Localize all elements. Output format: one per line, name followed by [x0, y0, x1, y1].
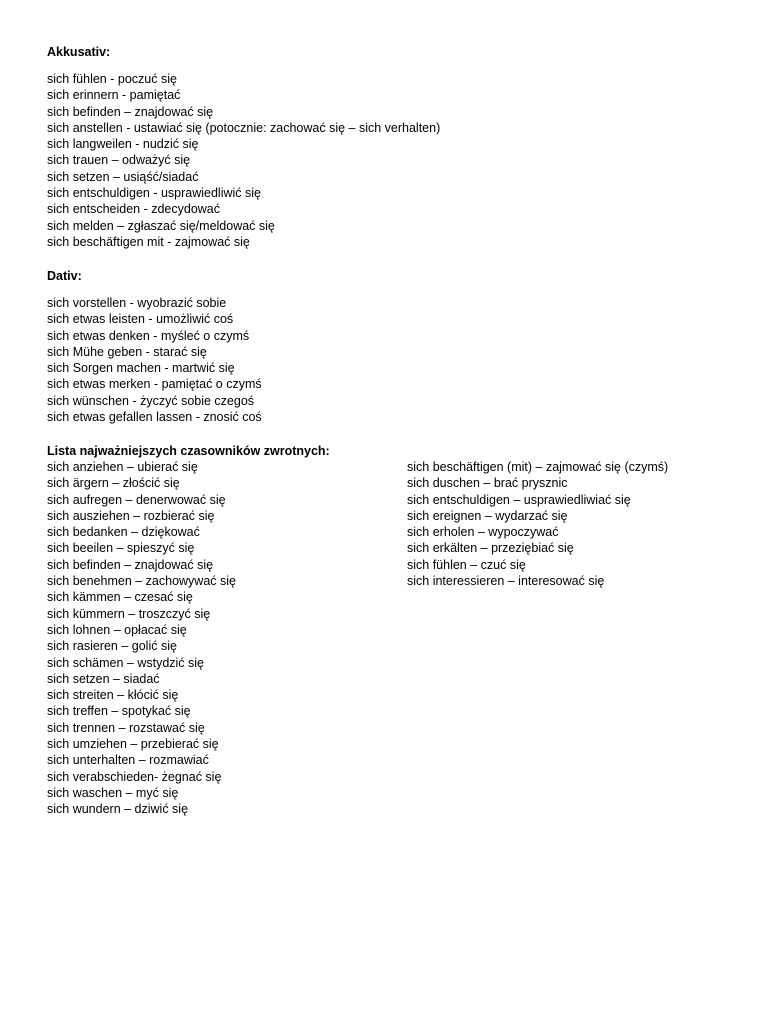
akkusativ-item: sich beschäftigen mit - zajmować się	[47, 234, 250, 249]
lista-left-item: sich anziehen – ubierać się	[47, 460, 198, 474]
lista-left-item: sich kämmen – czesać się	[47, 590, 193, 605]
lista-left-item: sich schämen – wstydzić się	[47, 655, 205, 670]
lista-right-item: sich fühlen – czuć się	[407, 557, 526, 572]
lista-right-item: sich erholen – wypoczywać	[407, 525, 559, 540]
lista-right-item: sich entschuldigen – usprawiedliwiać się	[407, 492, 631, 507]
dativ-item: sich etwas leisten - umożliwić coś	[47, 312, 234, 327]
lista-left-item: sich waschen – myć się	[47, 785, 179, 800]
lista-right-item: sich duschen – brać prysznic	[407, 476, 568, 491]
dativ-item: sich Mühe geben - starać się	[47, 344, 207, 359]
dativ-heading: Dativ:	[47, 269, 82, 283]
dativ-item: sich wünschen - życzyć sobie czegoś	[47, 393, 255, 408]
akkusativ-item: sich entscheiden - zdecydować	[47, 202, 221, 217]
akkusativ-item: sich langweilen - nudzić się	[47, 137, 199, 152]
lista-right-item: sich beschäftigen (mit) – zajmować się (czymś)	[407, 460, 669, 474]
akkusativ-item: sich anstellen - ustawiać się (potocznie: zachować się – sich verhalten)	[47, 120, 441, 135]
dativ-item: sich etwas gefallen lassen - znosić coś	[47, 410, 262, 425]
lista-left-item: sich bedanken – dziękować	[47, 525, 200, 540]
lista-right-column	[407, 459, 747, 589]
lista-left-column	[47, 459, 387, 818]
akkusativ-item: sich befinden – znajdować się	[47, 104, 214, 119]
lista-left-item: sich streiten – kłócić się	[47, 688, 179, 703]
lista-heading: Lista najważniejszych czasowników zwrotnych:	[47, 444, 330, 458]
dativ-list	[47, 295, 727, 425]
lista-left-item: sich aufregen – denerwować się	[47, 492, 226, 507]
lista-left-item: sich benehmen – zachowywać się	[47, 574, 236, 589]
lista-left-item: sich verabschieden- żegnać się	[47, 769, 222, 784]
lista-left-item: sich ärgern – złościć się	[47, 476, 180, 491]
dativ-item: sich vorstellen - wyobrazić sobie	[47, 296, 227, 310]
lista-left-item: sich trennen – rozstawać się	[47, 720, 205, 735]
lista-left-item: sich rasieren – golić się	[47, 639, 177, 654]
lista-left-item: sich treffen – spotykać się	[47, 704, 191, 719]
akkusativ-list	[47, 71, 727, 250]
akkusativ-item: sich melden – zgłaszać się/meldować się	[47, 218, 275, 233]
dativ-item: sich etwas merken - pamiętać o czymś	[47, 377, 262, 392]
lista-left-item: sich umziehen – przebierać się	[47, 737, 219, 752]
lista-left-item: sich kümmern – troszczyć się	[47, 606, 211, 621]
lista-right-item: sich erkälten – przeziębiać się	[407, 541, 574, 556]
lista-left-item: sich lohnen – opłacać się	[47, 622, 187, 637]
lista-right-item: sich ereignen – wydarzać się	[407, 508, 568, 523]
dativ-item: sich Sorgen machen - martwić się	[47, 361, 235, 376]
akkusativ-heading: Akkusativ:	[47, 45, 111, 59]
akkusativ-item: sich erinnern - pamiętać	[47, 88, 181, 103]
akkusativ-item: sich entschuldigen - usprawiedliwić się	[47, 186, 261, 201]
akkusativ-item: sich fühlen - poczuć się	[47, 72, 177, 86]
akkusativ-item: sich setzen – usiąść/siadać	[47, 169, 199, 184]
lista-left-item: sich unterhalten – rozmawiać	[47, 753, 209, 768]
dativ-item: sich etwas denken - myśleć o czymś	[47, 328, 250, 343]
lista-left-item: sich setzen – siadać	[47, 671, 160, 686]
lista-right-item: sich interessieren – interesować się	[407, 574, 605, 589]
lista-left-item: sich beeilen – spieszyć się	[47, 541, 195, 556]
lista-left-item: sich befinden – znajdować się	[47, 557, 214, 572]
lista-left-item: sich wundern – dziwić się	[47, 802, 189, 817]
akkusativ-item: sich trauen – odważyć się	[47, 153, 191, 168]
lista-left-item: sich ausziehen – rozbierać się	[47, 508, 215, 523]
